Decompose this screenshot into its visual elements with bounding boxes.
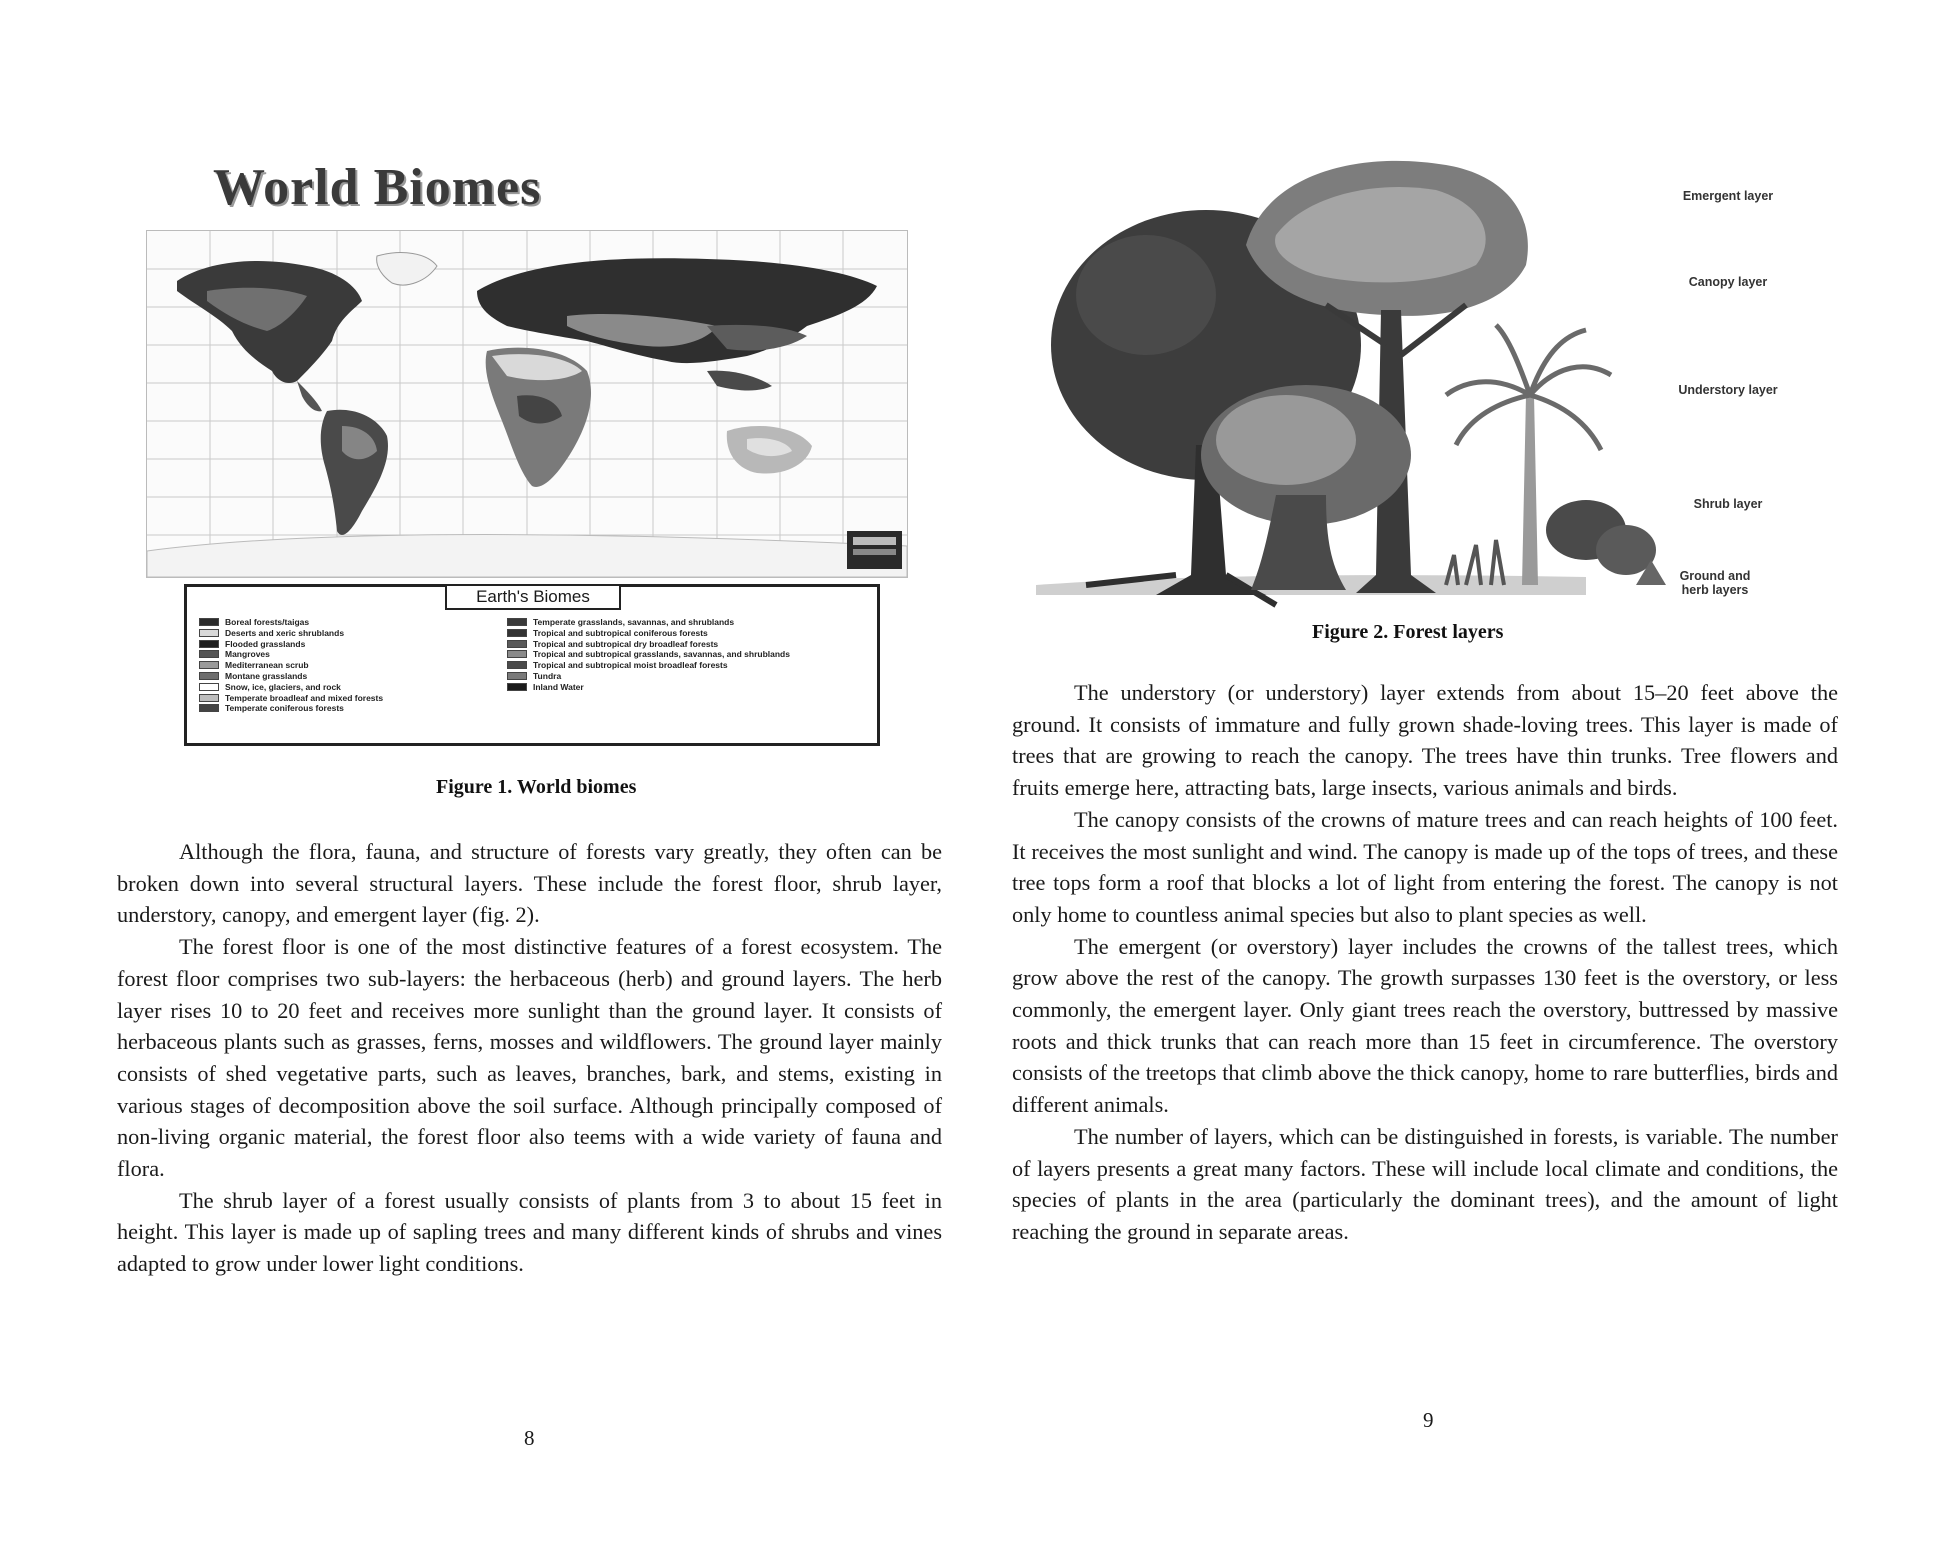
legend-item (199, 617, 499, 628)
legend-swatch (507, 650, 527, 658)
legend-item (507, 628, 867, 639)
legend-item (507, 682, 867, 693)
emergent-layer-label: Emergent layer (1682, 189, 1774, 203)
legend-swatch (507, 661, 527, 669)
right-page (972, 0, 1944, 1568)
legend-swatch (199, 672, 219, 680)
paragraph: The emergent (or overstory) layer includes the crowns of the tallest trees, which grow above the rest of the canopy. The growth surpasses 130 feet is the overstory, or less commonly, the emergent layer. Only giant trees reach the overstory, buttressed by massive roots and thick trunks that can reach more than 15 feet in circumference. The overstory consists of the treetops that climb above the thick canopy, home to rare butterflies, birds and different animals. (1012, 933, 1838, 1118)
legend-swatch (199, 694, 219, 702)
forest-graphic (1026, 145, 1686, 613)
legend-swatch (199, 704, 219, 712)
paragraph: The canopy consists of the crowns of mature trees and can reach heights of 100 feet. It receives the most sunlight and wind. The canopy is made up of the tops of trees, and these tree tops form a roof that blocks a lot of light from entering the forest. The canopy is not only home to countless animal species but also to plant species as well. (1012, 806, 1838, 927)
legend-swatch (199, 661, 219, 669)
paragraph: The understory (or understory) layer extends from about 15–20 feet above the ground. It consists of immature and fully grown shade-loving trees. This layer is made of trees that are growing to reach the canopy. The trees have thin trunks. Tree flowers and fruits emerge here, attracting bats, large insects, various animals and birds. (1012, 680, 1838, 801)
legend-item (199, 649, 499, 660)
legend-label: Tropical and subtropical grasslands, savannas, and shrublands (533, 649, 790, 660)
legend-label: Inland Water (533, 681, 584, 692)
left-body-text (117, 836, 942, 1280)
legend-swatch (507, 683, 527, 691)
paragraph: The shrub layer of a forest usually consists of plants from 3 to about 15 feet in height. This layer is made up of sapling trees and many different kinds of shrubs and vines adapted to grow under lower light conditions. (117, 1187, 942, 1277)
legend-swatch (507, 629, 527, 637)
legend-left-column (199, 617, 499, 714)
legend-item (507, 671, 867, 682)
legend-item (199, 639, 499, 650)
legend-label: Temperate grasslands, savannas, and shrublands (533, 617, 735, 627)
paragraph: The forest floor is one of the most distinctive features of a forest ecosystem. The forest floor comprises two sub-layers: the herbaceous (herb) and ground layers. The herb layer rises 10 to 20 feet and receives more sunlight than the ground layer. It consists of herbaceous plants such as grasses, ferns, mosses and wildflowers. The ground layer mainly consists of shed vegetative parts, such as leaves, branches, bark, and stems, existing in various stages of decomposition above the soil surface. Although principally composed of non-living organic material, the forest floor also teems with a wide variety of fauna and flora. (117, 934, 942, 1182)
world-map-graphic (147, 231, 907, 577)
legend-label: Tundra (533, 670, 562, 681)
legend-label: Snow, ice, glaciers, and rock (225, 681, 341, 692)
legend-right-column (507, 617, 867, 693)
page-number: 9 (1423, 1408, 1434, 1432)
legend-label: Temperate coniferous forests (225, 703, 344, 714)
legend-item (199, 671, 499, 682)
legend-item (199, 628, 499, 639)
legend-item (507, 660, 867, 671)
legend-label: Flooded grasslands (225, 638, 306, 649)
legend-item (199, 693, 499, 704)
legend-title: Earth's Biomes (445, 584, 621, 610)
legend-item (507, 649, 867, 660)
understory-layer-label: Understory layer (1678, 383, 1778, 397)
figure-2-caption: Figure 2. Forest layers (1312, 621, 1504, 643)
legend-item (199, 660, 499, 671)
right-body-text (1012, 677, 1838, 1248)
legend-swatch (507, 640, 527, 648)
legend-label: Tropical and subtropical moist broadleaf forests (533, 660, 728, 671)
paragraph: The number of layers, which can be distinguished in forests, is variable. The number of layers presents a great many factors. These will include local climate and conditions, the species of plants in the area (particularly the dominant trees), and the amount of light reaching the ground in separate areas. (1012, 1123, 1838, 1244)
legend-swatch (507, 672, 527, 680)
legend-swatch (199, 629, 219, 637)
legend-swatch (199, 640, 219, 648)
legend-swatch (199, 683, 219, 691)
shrub-layer-label: Shrub layer (1693, 497, 1763, 511)
legend-label: Deserts and xeric shrublands (225, 627, 345, 638)
legend-swatch (199, 650, 219, 658)
legend-item (507, 639, 867, 650)
legend-label: Tropical and subtropical coniferous forests (533, 627, 708, 638)
page-number: 8 (524, 1426, 535, 1450)
legend-label: Mangroves (225, 649, 270, 660)
biome-legend (184, 584, 880, 746)
forest-layers-illustration (1026, 145, 1686, 613)
legend-item (199, 682, 499, 693)
legend-swatch (507, 618, 527, 626)
legend-label: Mediterranean scrub (225, 660, 309, 671)
legend-label: Temperate broadleaf and mixed forests (225, 692, 384, 703)
legend-item (507, 617, 867, 628)
legend-item (199, 703, 499, 714)
ground-layer-label: Ground and herb layers (1679, 569, 1751, 597)
legend-label: Boreal forests/taigas (225, 617, 310, 627)
legend-label: Montane grasslands (225, 670, 308, 681)
legend-swatch (199, 618, 219, 626)
map-title: World Biomes (213, 159, 542, 216)
canopy-layer-label: Canopy layer (1688, 275, 1768, 289)
figure-1-caption: Figure 1. World biomes (436, 776, 637, 798)
legend-label: Tropical and subtropical dry broadleaf forests (533, 638, 719, 649)
paragraph: Although the flora, fauna, and structure of forests vary greatly, they often can be broken down into several structural layers. These include the forest floor, shrub layer, understory, canopy, and emergent layer (fig. 2). (117, 839, 942, 928)
world-biomes-map (146, 230, 908, 578)
